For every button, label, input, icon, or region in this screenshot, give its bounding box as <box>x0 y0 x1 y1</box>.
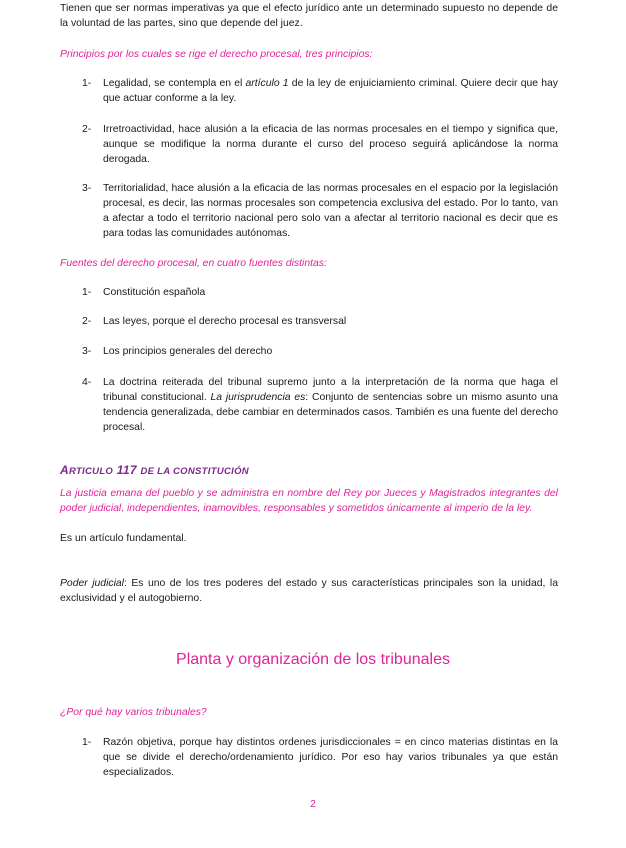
planta-question: ¿Por qué hay varios tribunales? <box>60 707 207 718</box>
fuente-item-4 <box>82 375 558 435</box>
item-text: Territorialidad, hace alusión a la eficacia de las normas procesales en el espacio por la legislación procesal, es decir, las normas procesales son competencia exclusiva del estado. Por lo tanto, van a afectar a todo el territorio nacional pero solo van a afectar al territorio nacional es decir que es para todas las comunidades autónomas. <box>103 183 558 239</box>
item-number: 1- <box>82 287 92 298</box>
planta-section-title: Planta y organización de los tribunales <box>176 651 450 668</box>
principio-item-1 <box>82 76 558 106</box>
planta-item-1 <box>82 735 558 780</box>
poder-judicial-paragraph: Poder judicial: Es uno de los tres poderes del estado y sus características principales son la unidad, la exclusividad y el autogobierno. <box>60 578 558 604</box>
fuente-item-1 <box>82 285 558 300</box>
fuentes-heading: Fuentes del derecho procesal, en cuatro fuentes distintas: <box>60 258 327 269</box>
item-text: La doctrina reiterada del tribunal supremo junto a la interpretación de la norma que haga el tribunal constitucional. La jurisprudencia es: Conjunto de sentencias sobre un mismo asunto una tendencia generalizada, debe cambiar en determinados casos. También es una fuente del derecho procesal. <box>103 377 558 433</box>
item-text: Irretroactividad, hace alusión a la eficacia de las normas procesales en el tiempo y significa que, aunque se modifique la norma durante el curso del proceso seguirá aplicándose la norma derogada. <box>103 124 558 165</box>
item-number: 2- <box>82 124 92 135</box>
fuente-item-3 <box>82 344 558 359</box>
fuente-item-2 <box>82 314 558 329</box>
item-text: Razón objetiva, porque hay distintos ordenes jurisdiccionales = en cinco materias distintas en la que se divide el derecho/ordenamiento jurídico. Por eso hay varios tribunales ya que están especializados. <box>103 737 558 778</box>
intro-paragraph: Tienen que ser normas imperativas ya que el efecto jurídico ante un determinado supuesto no depende de la voluntad de las partes, sino que depende del juez. <box>60 3 558 29</box>
item-number: 3- <box>82 346 92 357</box>
item-text: Constitución española <box>103 287 206 298</box>
principios-heading: Principios por los cuales se rige el derecho procesal, tres principios: <box>60 49 373 60</box>
articulo-title: ARTICULO 117 DE LA CONSTITUCIÓN <box>60 463 249 477</box>
item-number: 1- <box>82 737 92 748</box>
poder-judicial-label: Poder judicial <box>60 578 124 589</box>
articulo-note: Es un artículo fundamental. <box>60 533 187 544</box>
item-text: Los principios generales del derecho <box>103 346 273 357</box>
item-number: 3- <box>82 183 92 194</box>
item-number: 2- <box>82 316 92 327</box>
item-number: 1- <box>82 78 92 89</box>
item-text: Las leyes, porque el derecho procesal es transversal <box>103 316 347 327</box>
item-text: Legalidad, se contempla en el artículo 1 de la ley de enjuiciamiento criminal. Quiere decir que hay que actuar conforme a la ley. <box>103 78 558 104</box>
principio-item-3 <box>82 181 558 241</box>
articulo-quote: La justicia emana del pueblo y se administra en nombre del Rey por Jueces y Magistrados integrantes del poder judicial, independientes, inamovibles, responsables y sometidos únicamente al imperio de la ley. <box>60 488 558 514</box>
item-number: 4- <box>82 377 92 388</box>
page-number: 2 <box>310 799 316 810</box>
principio-item-2 <box>82 122 558 167</box>
